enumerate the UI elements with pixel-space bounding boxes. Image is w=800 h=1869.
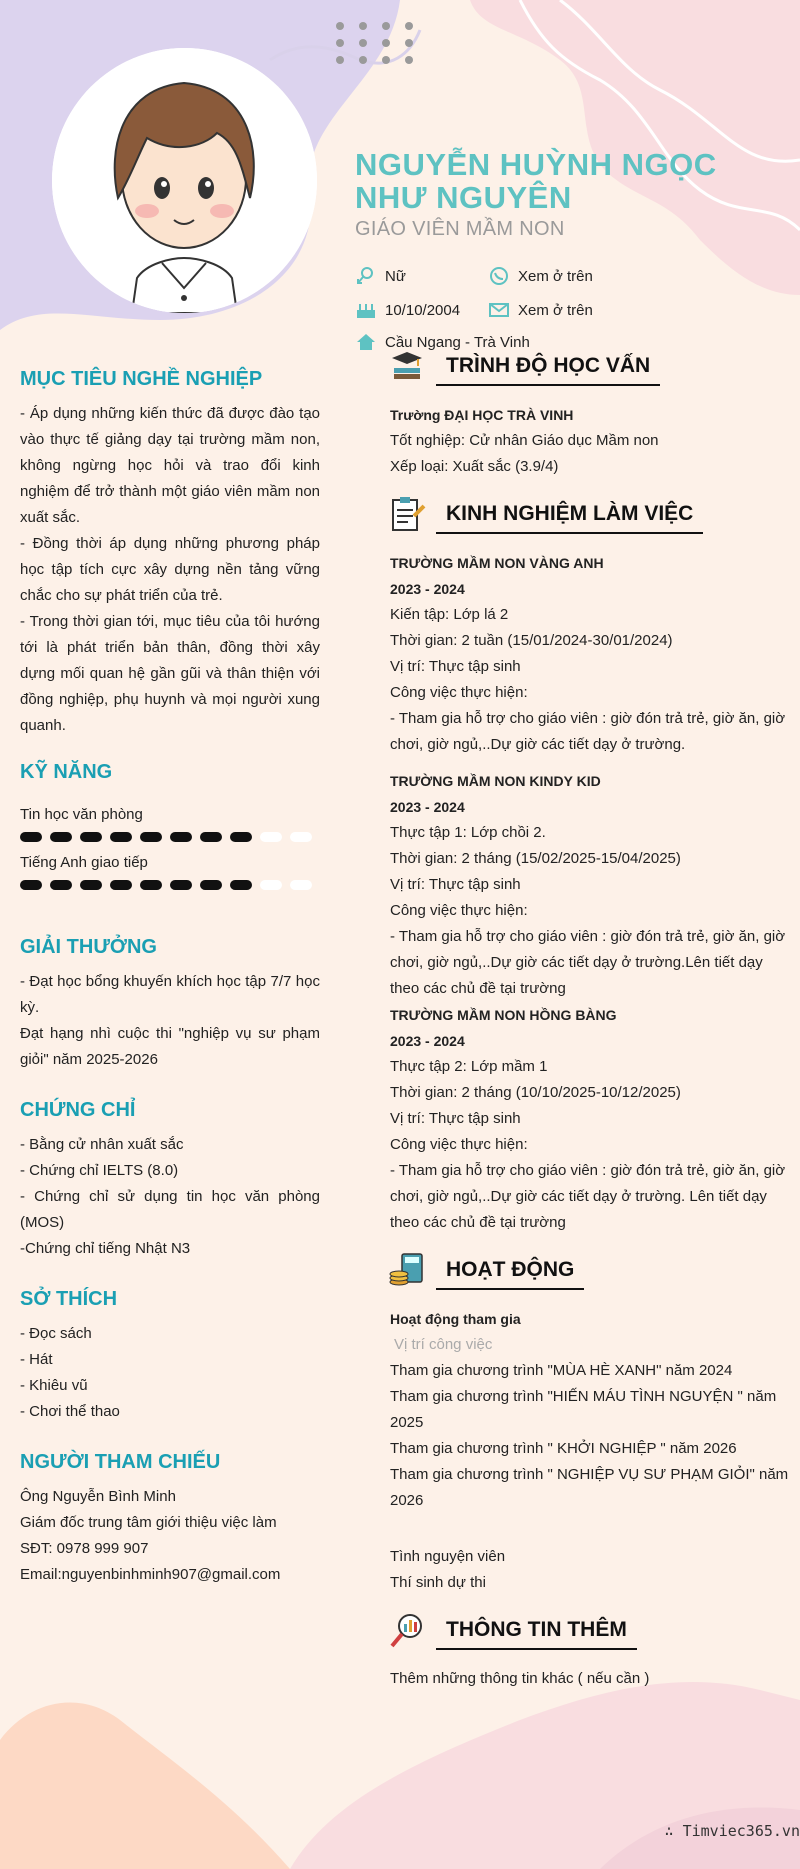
birthday-info <box>355 300 460 320</box>
education-header <box>388 348 790 386</box>
rating-dot-empty <box>290 832 312 842</box>
job-line: Thời gian: 2 tháng (10/10/2025-10/12/2025) <box>390 1084 681 1101</box>
rating-dot-filled <box>20 880 42 890</box>
rating-dot-filled <box>170 880 192 890</box>
home-icon <box>355 332 377 352</box>
activity-line: Tham gia chương trình " NGHIỆP VỤ SƯ PHẠM GIỎI" năm 2026 <box>390 1466 789 1509</box>
calculator-coins-icon <box>388 1252 426 1290</box>
hobby-line: - Hát <box>20 1351 53 1368</box>
rating-dot-filled <box>110 832 132 842</box>
skill-item <box>20 806 320 842</box>
reference-line: SĐT: 0978 999 907 <box>20 1540 149 1557</box>
rating-dot-empty <box>260 832 282 842</box>
skill-rating <box>20 880 320 890</box>
birthday-value: 10/10/2004 <box>385 301 461 319</box>
job-line: Thực tập 1: Lớp chồi 2. <box>390 824 546 841</box>
job-line: - Tham gia hỗ trợ cho giáo viên : giờ đón trả trẻ, giờ ăn, giờ chơi, giờ ngủ,..Dự giờ các tiết dạy ở trường. <box>390 710 786 753</box>
certificate-line: - Bằng cử nhân xuất sắc <box>20 1136 184 1153</box>
activity-position-placeholder: Vị trí công việc <box>394 1336 493 1353</box>
job-line: Thực tập 2: Lớp mầm 1 <box>390 1058 548 1075</box>
rating-dot-filled <box>170 832 192 842</box>
rating-dot-filled <box>80 832 102 842</box>
activity-line: Tham gia chương trình "HIẾN MÁU TÌNH NGUYỆN " năm 2025 <box>390 1388 777 1431</box>
awards-title: GIẢI THƯỞNG <box>20 936 157 958</box>
avatar <box>52 48 317 313</box>
education-line: Xếp loại: Xuất sắc (3.9/4) <box>390 458 559 475</box>
activities-header <box>388 1252 790 1290</box>
job-company: TRƯỜNG MẦM NON HỒNG BÀNG <box>390 1007 617 1023</box>
rating-dot-filled <box>110 880 132 890</box>
job-entry <box>390 550 790 758</box>
rating-dot-filled <box>200 880 222 890</box>
reference-line: Giám đốc trung tâm giới thiệu việc làm <box>20 1514 277 1531</box>
rating-dot-filled <box>230 832 252 842</box>
magnifier-chart-icon <box>388 1612 426 1650</box>
job-line: - Tham gia hỗ trợ cho giáo viên : giờ đón trả trẻ, giờ ăn, giờ chơi, giờ ngủ,..Dự giờ các tiết dạy ở trường.Lên tiết dạy theo các chủ đề tại trường <box>390 928 786 997</box>
phone-info <box>488 266 593 286</box>
school-name: Trường ĐẠI HỌC TRÀ VINH <box>390 407 574 423</box>
job-company: TRƯỜNG MẦM NON VÀNG ANH <box>390 555 604 571</box>
activity-line: Tham gia chương trình "MÙA HÈ XANH" năm 2024 <box>390 1362 733 1379</box>
phone-value: Xem ở trên <box>518 267 593 285</box>
skill-item <box>20 854 320 890</box>
job-line: Vị trí: Thực tập sinh <box>390 876 521 893</box>
rating-dot-filled <box>50 832 72 842</box>
rating-dot-filled <box>230 880 252 890</box>
rating-dot-filled <box>140 880 162 890</box>
activities-title: HOẠT ĐỘNG <box>436 1258 584 1290</box>
objective-line: - Đồng thời áp dụng những phương pháp học tập tích cực xây dựng nền tảng vững chắc cho sự phát triển của trẻ. <box>20 535 320 604</box>
birthday-cake-icon <box>355 300 377 320</box>
email-info <box>488 300 593 320</box>
activity-role: Thí sinh dự thi <box>390 1574 486 1591</box>
hobby-line: - Đọc sách <box>20 1325 92 1342</box>
reference-line: Ông Nguyễn Bình Minh <box>20 1488 176 1505</box>
brand-watermark <box>665 1822 800 1840</box>
brand-logo-icon: ∴ <box>664 1822 683 1840</box>
reference-line: Email:nguyenbinhminh907@gmail.com <box>20 1566 281 1583</box>
reference-title: NGƯỜI THAM CHIẾU <box>20 1451 221 1473</box>
job-entry <box>390 1002 790 1236</box>
job-line: Vị trí: Thực tập sinh <box>390 658 521 675</box>
brand-text: Timviec365.vn <box>682 1822 800 1840</box>
hobby-line: - Chơi thể thao <box>20 1403 120 1420</box>
phone-icon <box>488 266 510 286</box>
rating-dot-empty <box>260 880 282 890</box>
activity-line: Tham gia chương trình " KHỞI NGHIỆP " năm 2026 <box>390 1440 737 1457</box>
activity-role: Tình nguyện viên <box>390 1548 506 1565</box>
experience-header <box>388 496 790 534</box>
gender-info <box>355 266 406 286</box>
education-body <box>390 402 790 480</box>
job-period: 2023 - 2024 <box>390 581 465 597</box>
objective-text <box>20 401 320 739</box>
address-value: Cầu Ngang - Trà Vinh <box>385 333 530 351</box>
experience-title: KINH NGHIỆM LÀM VIỆC <box>436 502 703 534</box>
job-period: 2023 - 2024 <box>390 1033 465 1049</box>
job-line: Công việc thực hiện: <box>390 902 528 919</box>
skill-name: Tiếng Anh giao tiếp <box>20 854 148 871</box>
right-column <box>390 348 790 1692</box>
skills-title: KỸ NĂNG <box>20 761 113 783</box>
clipboard-icon <box>388 496 426 534</box>
hobbies-text <box>20 1321 320 1425</box>
more-info-header <box>388 1612 790 1650</box>
skill-rating <box>20 832 320 842</box>
activities-body <box>390 1306 790 1596</box>
rating-dot-filled <box>50 880 72 890</box>
email-icon <box>488 300 510 320</box>
skill-name: Tin học văn phòng <box>20 806 143 823</box>
job-company: TRƯỜNG MẦM NON KINDY KID <box>390 773 601 789</box>
objective-line: - Áp dụng những kiến thức đã được đào tạo vào thực tế giảng dạy tại trường mầm non, không ngừng học hỏi và trao đổi kinh nghiệm để trở thành một giáo viên mầm non xuất sắc. <box>20 405 320 526</box>
objective-title: MỤC TIÊU NGHỀ NGHIỆP <box>20 368 263 390</box>
hobby-line: - Khiêu vũ <box>20 1377 88 1394</box>
job-line: Công việc thực hiện: <box>390 1136 528 1153</box>
rating-dot-filled <box>200 832 222 842</box>
job-period: 2023 - 2024 <box>390 799 465 815</box>
gender-icon <box>355 266 377 286</box>
certificates-title: CHỨNG CHỈ <box>20 1099 136 1121</box>
awards-text <box>20 969 320 1073</box>
left-column <box>20 368 320 1588</box>
more-info-line: Thêm những thông tin khác ( nếu cần ) <box>390 1670 650 1687</box>
award-line: Đạt hạng nhì cuộc thi "nghiệp vụ sư phạm giỏi" năm 2025-2026 <box>20 1025 320 1068</box>
certificate-line: - Chứng chỉ sử dụng tin học văn phòng (MOS) <box>20 1188 320 1231</box>
certificate-line: -Chứng chỉ tiếng Nhật N3 <box>20 1240 191 1257</box>
graduation-cap-icon <box>388 348 426 386</box>
job-line: - Tham gia hỗ trợ cho giáo viên : giờ đón trả trẻ, giờ ăn, giờ chơi, giờ ngủ,..Dự giờ các tiết dạy ở trường. Lên tiết dạy theo các chủ đề tại trường <box>390 1162 786 1231</box>
certificates-text <box>20 1132 320 1262</box>
rating-dot-filled <box>20 832 42 842</box>
email-value: Xem ở trên <box>518 301 593 319</box>
award-line: - Đạt học bổng khuyến khích học tập 7/7 học kỳ. <box>20 973 320 1016</box>
education-title: TRÌNH ĐỘ HỌC VẤN <box>436 354 660 386</box>
activities-subtitle: Hoạt động tham gia <box>390 1311 521 1327</box>
job-line: Thời gian: 2 tháng (15/02/2025-15/04/2025) <box>390 850 681 867</box>
avatar-illustration <box>52 48 317 313</box>
education-line: Tốt nghiệp: Cử nhân Giáo dục Mầm non <box>390 432 659 449</box>
reference-text <box>20 1484 320 1588</box>
candidate-name: NGUYỄN HUỲNH NGỌC NHƯ NGUYÊN <box>355 147 717 215</box>
job-position: GIÁO VIÊN MẦM NON <box>355 218 565 240</box>
rating-dot-filled <box>80 880 102 890</box>
job-line: Vị trí: Thực tập sinh <box>390 1110 521 1127</box>
job-line: Thời gian: 2 tuần (15/01/2024-30/01/2024) <box>390 632 673 649</box>
job-line: Kiến tập: Lớp lá 2 <box>390 606 509 623</box>
job-line: Công việc thực hiện: <box>390 684 528 701</box>
job-entry <box>390 768 790 1002</box>
objective-line: - Trong thời gian tới, mục tiêu của tôi hướng tới là phát triển bản thân, đồng thời xây dựng mối quan hệ gần gũi và thân thiện với đồng nghiệp, phụ huynh và mọi người xung quanh. <box>20 613 320 734</box>
rating-dot-filled <box>140 832 162 842</box>
certificate-line: - Chứng chỉ IELTS (8.0) <box>20 1162 179 1179</box>
more-info-title: THÔNG TIN THÊM <box>436 1618 637 1650</box>
gender-value: Nữ <box>385 267 406 285</box>
dots-decoration <box>330 20 430 70</box>
hobbies-title: SỞ THÍCH <box>20 1288 118 1310</box>
rating-dot-empty <box>290 880 312 890</box>
